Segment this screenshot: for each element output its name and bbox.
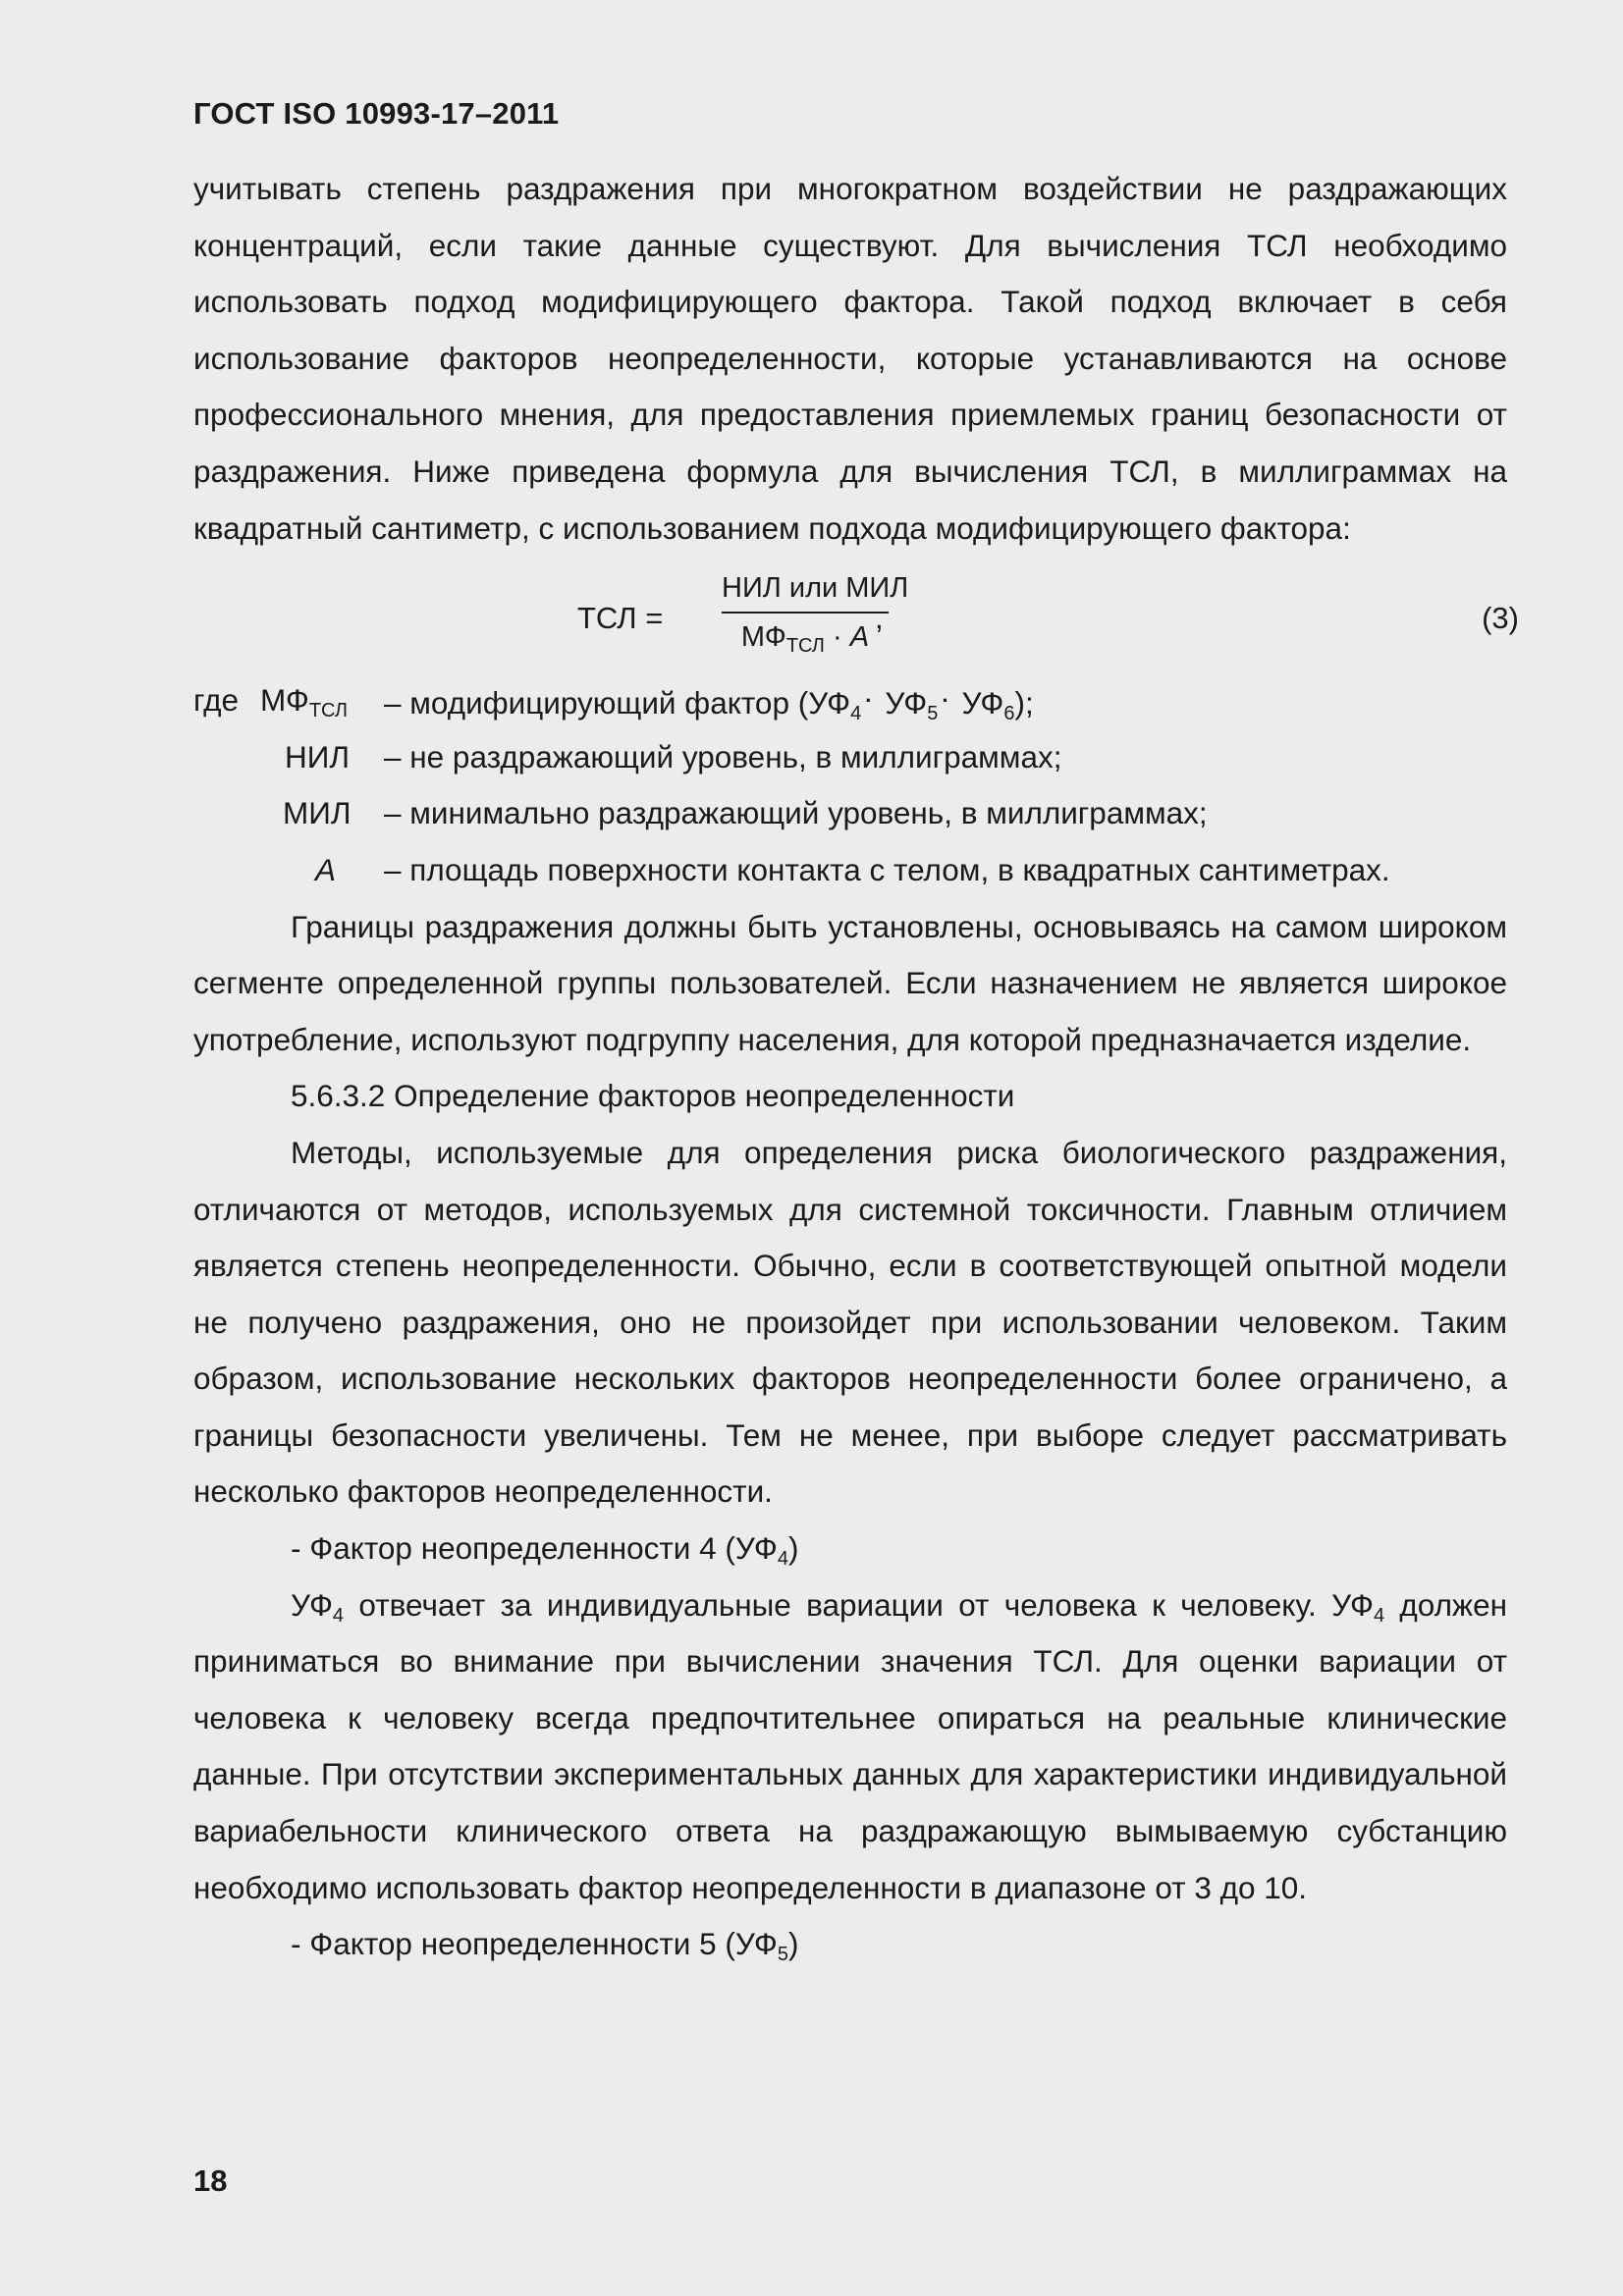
document-body	[193, 161, 1519, 1973]
where-row-mil	[193, 785, 1507, 842]
where-description: – площадь поверхности контакта с телом, в квадратных сантиметрах.	[384, 851, 1390, 887]
formula-numerator: НИЛ или МИЛ	[722, 568, 889, 614]
paragraph-boundaries: Границы раздражения должны быть установлены, основываясь на самом широком сегменте определенной группы пользователей. Если назначением не является широкое употребление, используют подгруппу населения, для которой предназначается изделие.	[193, 908, 1507, 1057]
formula-number: (3)	[1482, 601, 1519, 636]
where-lead: где	[193, 682, 239, 719]
where-description: – минимально раздражающий уровень, в миллиграммах;	[384, 795, 1208, 831]
where-symbol: НИЛ	[285, 738, 351, 774]
where-row-mf	[193, 672, 1507, 729]
paragraph-intro: учитывать степень раздражения при многократном воздействии не раздражающих концентраций, если такие данные существуют. Для вычисления ТСЛ необходимо использовать подход модифицирующего фактора. Такой подход включает в себя использование факторов неопределенности, которые устанавливаются на основе профессионального мнения, для предоставления приемлемых границ безопасности от раздражения. Ниже приведена формула для вычисления ТСЛ, в миллиграммах на квадратный сантиметр, с использованием подхода модифицирующего фактора:	[193, 171, 1507, 546]
where-symbol: A	[315, 851, 337, 887]
where-description: – модифицирующий фактор $(УФ_4\cdot УФ_5\cdot УФ_6)$;	[384, 685, 1034, 725]
formula-comma: ,	[875, 601, 884, 636]
uf4-label: - Фактор неопределенности 4 $(УФ_4)$	[291, 1530, 799, 1571]
where-row-a	[193, 842, 1507, 899]
formula-fraction	[722, 568, 909, 658]
where-symbol: МИЛ	[283, 795, 352, 831]
where-description: – не раздражающий уровень, в миллиграммах;	[384, 738, 1062, 774]
page-number: 18	[193, 2163, 228, 2198]
paragraph-methods: Методы, используемые для определения риска биологического раздражения, отличаются от методов, используемых для системной токсичности. Главным отличием является степень неопределенности. Обычно, если в соответствующей опытной модели не получено раздражения, оно не произойдет при использовании человеком. Таким образом, использование нескольких факторов неопределенности более ограничено, а границы безопасности увеличены. Тем не менее, при выборе следует рассматривать несколько факторов неопределенности.	[193, 1134, 1507, 1510]
formula-denominator: $МФ_{ТСЛ} \cdot A$	[740, 621, 870, 658]
document-header: ГОСТ ISO 10993-17–2011	[193, 96, 560, 131]
uf5-label: - Фактор неопределенности 5 $(УФ_5)$	[291, 1926, 799, 1966]
formula-3	[193, 568, 1519, 661]
where-symbol: $МФ_{ТСЛ}$	[260, 682, 348, 722]
paragraph-uf4: $УФ_4$ отвечает за индивидуальные вариации от человека к человеку. $УФ_4$ должен приниматься во внимание при вычислении значения ТСЛ. Для оценки вариации от человека к человеку всегда предпочтительнее опираться на реальные клинические данные. При отсутствии экспериментальных данных для характеристики индивидуальной вариабельности клинического ответа на раздражающую вымываемую субстанцию необходимо использовать фактор неопределенности в диапазоне от 3 до 10.	[193, 1586, 1507, 1905]
where-row-nil	[193, 729, 1507, 786]
formula-lhs: ТСЛ =	[577, 601, 664, 636]
section-heading: 5.6.3.2 Определение факторов неопределенности	[291, 1078, 1015, 1114]
